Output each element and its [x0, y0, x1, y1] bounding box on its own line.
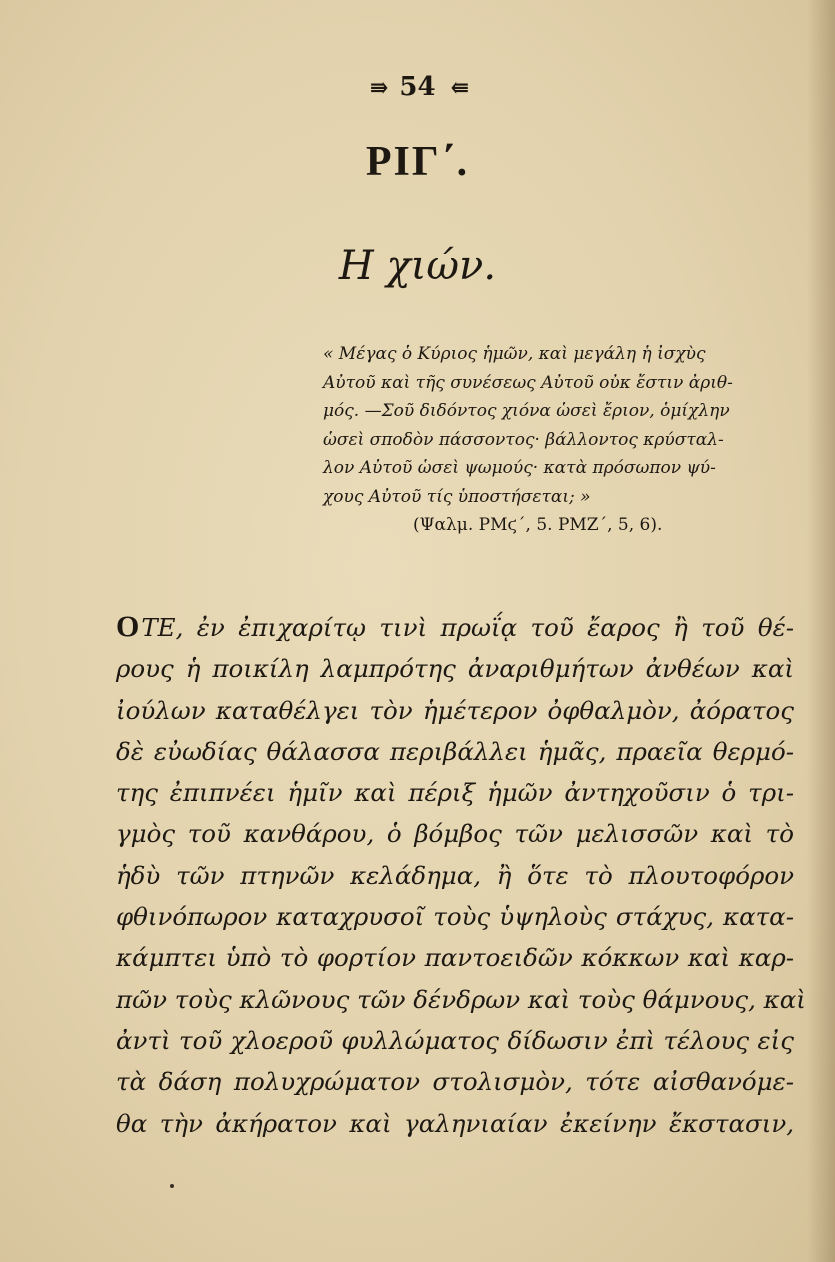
body-line: πῶν τοὺς κλῶνους τῶν δένδρων καὶ τοὺς θάμνους, καὶ	[116, 984, 806, 1014]
body-line: ἰούλων καταθέλγει τὸν ἡμέτερον ὀφθαλμὸν, ἀόρατος	[116, 695, 794, 725]
epigraph-line: ὡσεὶ σποδὸν πάσσοντος· βάλλοντος κρύσταλ-	[323, 429, 724, 450]
epigraph-line: μός. —Σοῦ διδόντος χιόνα ὡσεὶ ἔριον, ὁμίχλην	[323, 401, 730, 421]
body-line: γμὸς τοῦ κανθάρου, ὁ βόμβος τῶν μελισσῶν καὶ τὸ	[116, 819, 794, 849]
page-number: 54	[399, 72, 436, 102]
epigraph-line: λον Αὐτοῦ ὡσεὶ ψωμούς· κατὰ πρόσωπον ψύ-	[323, 458, 716, 478]
chapter-number: ΡΙΓ΄.	[365, 139, 470, 185]
body-line: της ἐπιπνέει ἡμῖν καὶ πέριξ ἡμῶν ἀντηχοῦσιν ὁ τρι-	[116, 778, 794, 808]
epigraph-reference: (Ψαλμ. ΡΜϛ΄, 5. ΡΜΖ΄, 5, 6).	[413, 515, 663, 535]
section-title: Η χιών.	[338, 243, 497, 289]
body-line: δὲ εὐωδίας θάλασσα περιβάλλει ἡμᾶς, πραεῖα θερμό-	[116, 736, 794, 766]
epigraph-line: Αὐτοῦ καὶ τῆς συνέσεως Αὐτοῦ οὐκ ἔστιν ἀριθ-	[323, 372, 733, 393]
epigraph-line: χους Αὐτοῦ τίς ὑποστήσεται; »	[323, 486, 591, 507]
body-line: ἡδὺ τῶν πτηνῶν κελάδημα, ἢ ὅτε τὸ πλουτοφόρον	[116, 860, 794, 890]
drop-cap: Ο	[116, 610, 140, 643]
epigraph	[323, 340, 773, 540]
body-line: φθινόπωρον καταχρυσοῖ τοὺς ὑψηλοὺς στάχυς, κατα-	[116, 902, 794, 932]
body-line-first-text: ΤΕ, ἐν ἐπιχαρίτῳ τινὶ πρωΐᾳ τοῦ ἔαρος ἢ τοῦ θέ-	[141, 613, 794, 642]
ornament-right: ⇚	[450, 75, 466, 101]
body-line: θα τὴν ἀκήρατον καὶ γαληνιαίαν ἐκείνην ἔκστασιν,	[116, 1108, 794, 1138]
page-edge-shadow	[807, 0, 835, 1262]
body-line: τὰ δάση πολυχρώματον στολισμὸν, τότε αἰσθανόμε-	[116, 1067, 794, 1097]
body-paragraph	[116, 606, 806, 1144]
body-line: κάμπτει ὑπὸ τὸ φορτίον παντοειδῶν κόκκων καὶ καρ-	[116, 943, 794, 973]
body-line: ρους ἡ ποικίλη λαμπρότης ἀναριθμήτων ἀνθέων καὶ	[116, 654, 794, 684]
body-line: ἀντὶ τοῦ χλοεροῦ φυλλώματος δίδωσιν ἐπὶ τέλους εἰς	[116, 1025, 794, 1055]
body-line-first	[116, 606, 794, 648]
ink-speck	[170, 1184, 174, 1188]
ornament-left: ⇛	[369, 75, 385, 101]
page-header	[0, 72, 835, 102]
epigraph-line: « Μέγας ὁ Κύριος ἡμῶν, καὶ μεγάλη ἡ ἰσχὺς	[323, 344, 706, 364]
